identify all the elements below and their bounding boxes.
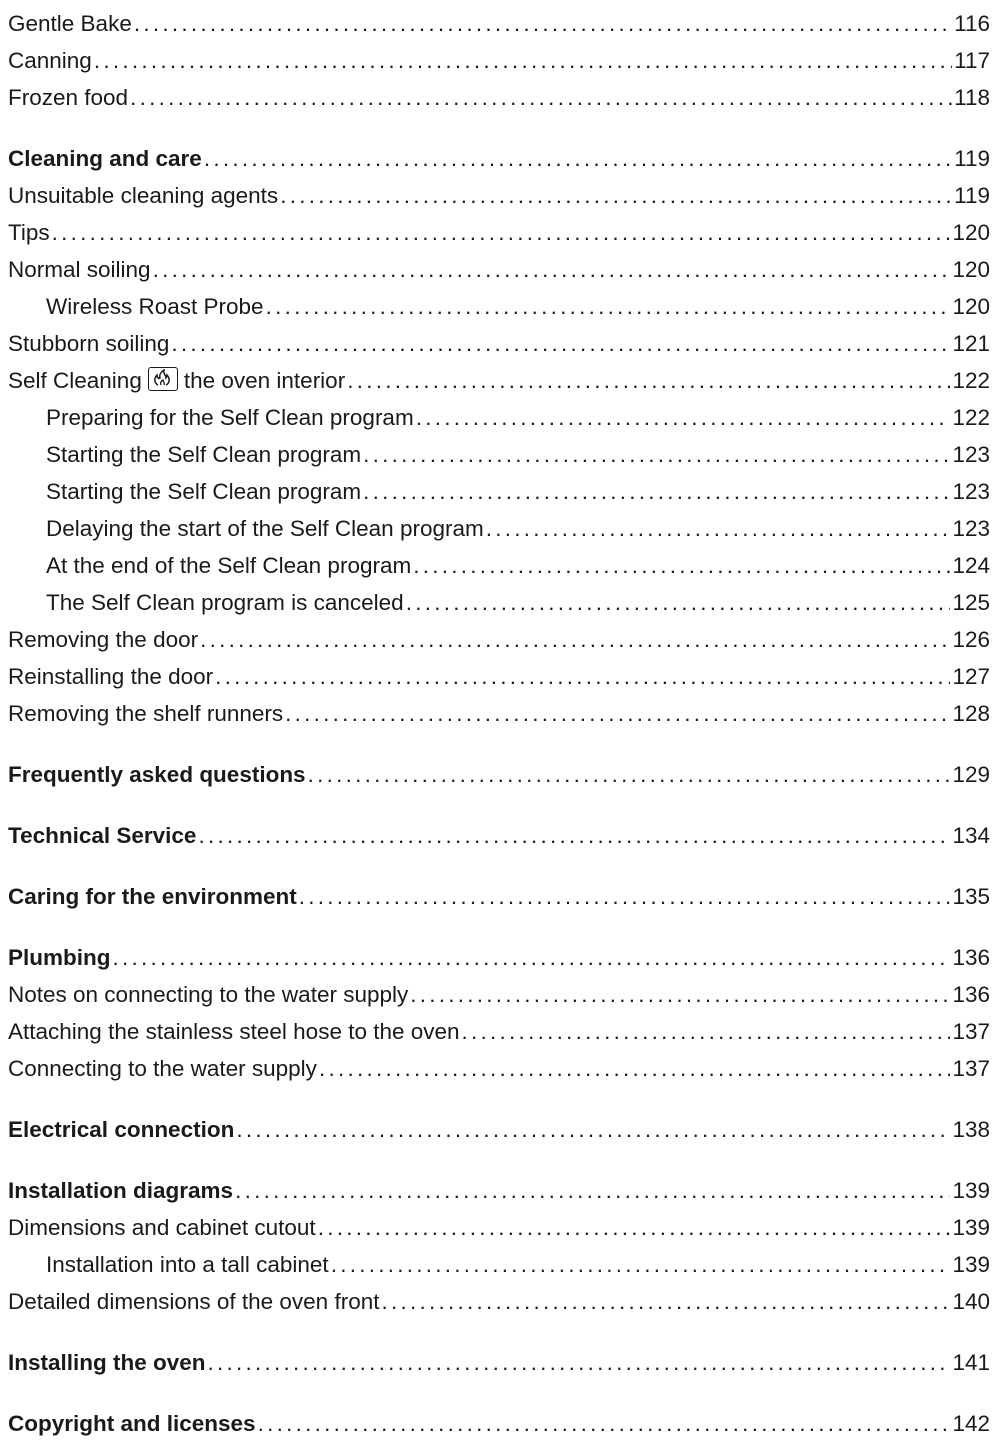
- dot-leader: [299, 878, 951, 915]
- toc-entry-connecting-water-supply[interactable]: [8, 1050, 990, 1087]
- toc-entry-starting-self-clean-2[interactable]: [8, 473, 990, 510]
- toc-entry-title-end: the oven interior: [183, 368, 346, 393]
- toc-entry-removing-door[interactable]: [8, 621, 990, 658]
- toc-entry-title: Gentle Bake: [8, 11, 132, 36]
- dot-leader: [171, 325, 950, 362]
- toc-entry-title: Technical Service: [8, 823, 197, 848]
- toc-entry-page: 128: [952, 701, 990, 726]
- dot-leader: [258, 1405, 951, 1442]
- toc-entry-title: Installing the oven: [8, 1350, 206, 1375]
- toc-entry-page: 139: [952, 1252, 990, 1277]
- toc-entry-title: Detailed dimensions of the oven front: [8, 1289, 380, 1314]
- dot-leader: [113, 939, 951, 976]
- toc-entry-title: Attaching the stainless steel hose to the oven: [8, 1019, 460, 1044]
- toc-entry-page: 136: [952, 982, 990, 1007]
- toc-entry-page: 138: [952, 1117, 990, 1142]
- toc-entry-stubborn-soiling[interactable]: [8, 325, 990, 362]
- dot-leader: [413, 547, 950, 584]
- toc-entry-frozen-food[interactable]: [8, 79, 990, 116]
- toc-entry-page: 123: [952, 442, 990, 467]
- toc-entry-page: 135: [952, 884, 990, 909]
- dot-leader: [153, 251, 951, 288]
- dot-leader: [285, 695, 950, 732]
- dot-leader: [363, 436, 950, 473]
- toc-entry-title: Unsuitable cleaning agents: [8, 183, 279, 208]
- toc-entry-page: 127: [952, 664, 990, 689]
- toc-entry-page: 139: [952, 1178, 990, 1203]
- dot-leader: [130, 79, 952, 116]
- toc-entry-normal-soiling[interactable]: [8, 251, 990, 288]
- toc-entry-title: Dimensions and cabinet cutout: [8, 1215, 316, 1240]
- toc-entry-title: Installation diagrams: [8, 1178, 234, 1203]
- toc-entry-page: 140: [952, 1289, 990, 1314]
- dot-leader: [266, 288, 951, 325]
- toc-entry-detailed-dimensions-front[interactable]: [8, 1283, 990, 1320]
- toc-entry-page: 122: [952, 405, 990, 430]
- dot-leader: [347, 362, 950, 399]
- toc-entry-title: Frozen food: [8, 85, 129, 110]
- toc-section-installation-diagrams[interactable]: [8, 1172, 990, 1209]
- toc-entry-title: Notes on connecting to the water supply: [8, 982, 409, 1007]
- toc-entry-title-start: Self Cleaning: [8, 368, 142, 393]
- toc-section-copyright-licenses[interactable]: [8, 1405, 990, 1442]
- toc-section-plumbing[interactable]: [8, 939, 990, 976]
- toc-entry-page: 120: [952, 257, 990, 282]
- dot-leader: [416, 399, 951, 436]
- toc-entry-page: 119: [954, 146, 990, 171]
- dot-leader: [94, 42, 952, 79]
- dot-leader: [198, 817, 950, 854]
- toc-entry-page: 142: [952, 1411, 990, 1436]
- toc-entry-tips[interactable]: [8, 214, 990, 251]
- toc-entry-page: 125: [952, 590, 990, 615]
- toc-entry-title: At the end of the Self Clean program: [46, 553, 412, 578]
- dot-leader: [318, 1209, 951, 1246]
- toc-entry-title: Removing the door: [8, 627, 199, 652]
- toc-entry-title: Copyright and licenses: [8, 1411, 256, 1436]
- toc-entry-page: 134: [952, 823, 990, 848]
- toc-entry-page: 126: [952, 627, 990, 652]
- toc-entry-title: Wireless Roast Probe: [46, 294, 264, 319]
- toc-entry-title: Caring for the environment: [8, 884, 297, 909]
- toc-entry-self-clean-canceled[interactable]: [8, 584, 990, 621]
- dot-leader: [381, 1283, 950, 1320]
- toc-entry-title: Starting the Self Clean program: [46, 442, 362, 467]
- toc-entry-title: [8, 362, 345, 399]
- toc-entry-title: Canning: [8, 48, 92, 73]
- dot-leader: [319, 1050, 951, 1087]
- toc-entry-attaching-hose[interactable]: [8, 1013, 990, 1050]
- toc-entry-starting-self-clean-1[interactable]: [8, 436, 990, 473]
- toc-entry-page: 124: [952, 553, 990, 578]
- dot-leader: [308, 756, 951, 793]
- toc-entry-page: 137: [952, 1019, 990, 1044]
- toc-entry-title: Cleaning and care: [8, 146, 202, 171]
- toc-entry-page: 118: [954, 85, 990, 110]
- toc-entry-title: The Self Clean program is canceled: [46, 590, 404, 615]
- toc-entry-canning[interactable]: [8, 42, 990, 79]
- toc-section-installing-oven[interactable]: [8, 1344, 990, 1381]
- toc-entry-title: Connecting to the water supply: [8, 1056, 317, 1081]
- toc-entry-title: Plumbing: [8, 945, 111, 970]
- toc-entry-page: 123: [952, 479, 990, 504]
- toc-entry-page: 141: [952, 1350, 990, 1375]
- toc-entry-removing-shelf-runners[interactable]: [8, 695, 990, 732]
- toc-entry-preparing-self-clean[interactable]: [8, 399, 990, 436]
- toc-entry-page: 123: [952, 516, 990, 541]
- dot-leader: [235, 1172, 950, 1209]
- toc-entry-page: 119: [954, 183, 990, 208]
- toc-section-electrical-connection[interactable]: [8, 1111, 990, 1148]
- toc-entry-title: Delaying the start of the Self Clean program: [46, 516, 484, 541]
- dot-leader: [204, 140, 952, 177]
- dot-leader: [215, 658, 950, 695]
- toc-entry-dimensions-cabinet-cutout[interactable]: [8, 1209, 990, 1246]
- table-of-contents: [8, 5, 990, 1442]
- toc-entry-gentle-bake[interactable]: [8, 5, 990, 42]
- toc-entry-title: Normal soiling: [8, 257, 151, 282]
- toc-entry-self-cleaning[interactable]: [8, 362, 990, 399]
- dot-leader: [486, 510, 951, 547]
- toc-entry-title: Starting the Self Clean program: [46, 479, 362, 504]
- dot-leader: [208, 1344, 951, 1381]
- dot-leader: [236, 1111, 950, 1148]
- toc-entry-wireless-roast-probe[interactable]: [8, 288, 990, 325]
- toc-entry-page: 120: [952, 294, 990, 319]
- self-clean-icon: [148, 367, 178, 391]
- dot-leader: [280, 177, 952, 214]
- dot-leader: [52, 214, 951, 251]
- toc-entry-title: Preparing for the Self Clean program: [46, 405, 414, 430]
- toc-entry-title: Removing the shelf runners: [8, 701, 284, 726]
- toc-entry-installation-tall-cabinet[interactable]: [8, 1246, 990, 1283]
- toc-entry-page: 117: [954, 48, 990, 73]
- toc-section-cleaning-and-care[interactable]: [8, 140, 990, 177]
- toc-entry-reinstalling-door[interactable]: [8, 658, 990, 695]
- toc-entry-title: Installation into a tall cabinet: [46, 1252, 329, 1277]
- toc-entry-page: 122: [952, 368, 990, 393]
- toc-entry-page: 129: [952, 762, 990, 787]
- toc-entry-title: Electrical connection: [8, 1117, 235, 1142]
- toc-entry-page: 139: [952, 1215, 990, 1240]
- toc-entry-title: Stubborn soiling: [8, 331, 170, 356]
- toc-entry-delaying-self-clean[interactable]: [8, 510, 990, 547]
- toc-entry-unsuitable-cleaning-agents[interactable]: [8, 177, 990, 214]
- dot-leader: [134, 5, 952, 42]
- toc-section-technical-service[interactable]: [8, 817, 990, 854]
- toc-entry-page: 121: [952, 331, 990, 356]
- toc-entry-page: 137: [952, 1056, 990, 1081]
- dot-leader: [331, 1246, 951, 1283]
- dot-leader: [363, 473, 950, 510]
- dot-leader: [406, 584, 951, 621]
- toc-section-caring-for-environment[interactable]: [8, 878, 990, 915]
- toc-entry-page: 120: [952, 220, 990, 245]
- dot-leader: [200, 621, 950, 658]
- toc-entry-page: 116: [954, 11, 990, 36]
- toc-section-faq[interactable]: [8, 756, 990, 793]
- dot-leader: [410, 976, 950, 1013]
- toc-entry-end-of-self-clean[interactable]: [8, 547, 990, 584]
- toc-entry-page: 136: [952, 945, 990, 970]
- toc-entry-title: Reinstalling the door: [8, 664, 214, 689]
- toc-entry-title: Tips: [8, 220, 50, 245]
- toc-entry-notes-water-supply[interactable]: [8, 976, 990, 1013]
- toc-entry-title: Frequently asked questions: [8, 762, 306, 787]
- dot-leader: [462, 1013, 951, 1050]
